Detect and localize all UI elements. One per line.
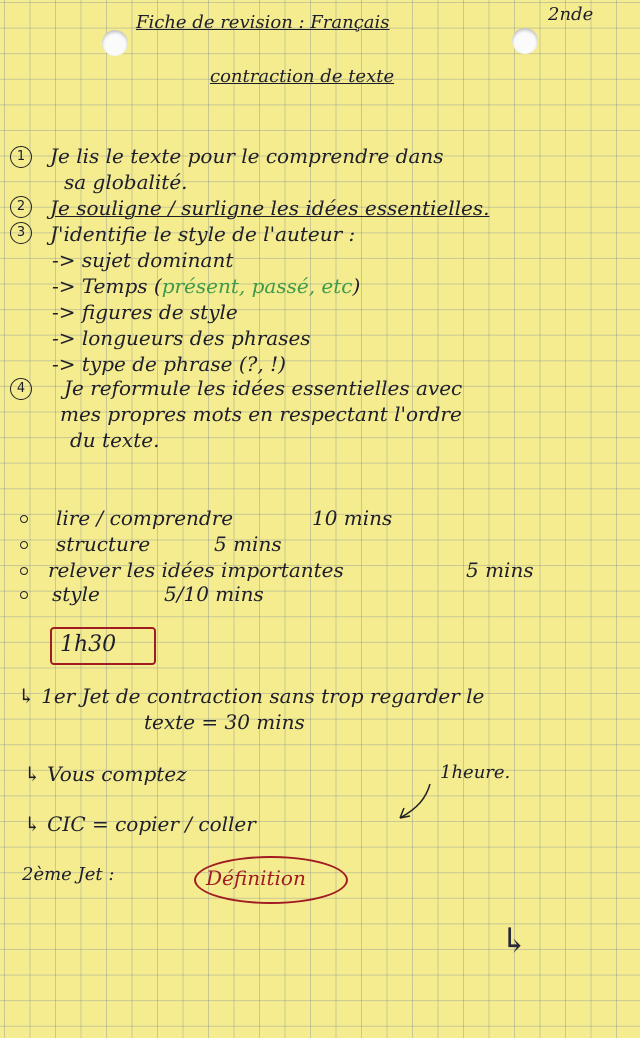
definition-word: Définition — [206, 866, 306, 890]
timing-label-2: structure — [56, 532, 151, 556]
punch-hole-right — [512, 28, 538, 54]
first-jet-line-1: ↳ 1er Jet de contraction sans trop regarder le — [18, 684, 485, 708]
bullet — [20, 515, 28, 523]
temps-prefix: -> Temps ( — [52, 274, 162, 298]
step-number-4: 4 — [10, 378, 32, 400]
total-time: 1h30 — [60, 632, 117, 657]
level-label: 2nde — [548, 4, 594, 25]
step-3-longueurs: -> longueurs des phrases — [52, 326, 311, 350]
une-heure-note: 1heure. — [440, 762, 511, 783]
step-4-line-2: mes propres mots en respectant l'ordre — [60, 402, 462, 426]
timing-label-1: lire / comprendre — [56, 506, 234, 530]
arrow-icon — [390, 780, 440, 830]
step-number-2: 2 — [10, 196, 32, 218]
step-3-line-1: J'identifie le style de l'auteur : — [50, 222, 356, 246]
step-1-line-1: Je lis le texte pour le comprendre dans — [50, 144, 444, 168]
timing-time-1: 10 mins — [312, 506, 393, 530]
punch-hole-left — [102, 30, 128, 56]
card-subtitle: contraction de texte — [210, 66, 395, 87]
step-4-line-1: Je reformule les idées essentielles avec — [64, 376, 463, 400]
bullet — [20, 541, 28, 549]
step-number-3: 3 — [10, 222, 32, 244]
step-3-figures: -> figures de style — [52, 300, 238, 324]
second-jet-label: 2ème Jet : — [22, 864, 115, 885]
timing-label-3: relever les idées importantes — [48, 558, 344, 582]
step-2-line-1: Je souligne / surligne les idées essentielles. — [50, 196, 490, 220]
timing-time-2: 5 mins — [214, 532, 282, 556]
step-4-line-3: du texte. — [70, 428, 160, 452]
timing-time-4: 5/10 mins — [164, 582, 264, 606]
bullet — [20, 591, 28, 599]
bullet — [20, 567, 28, 575]
step-3-type: -> type de phrase (?, !) — [52, 352, 286, 376]
step-3-sujet: -> sujet dominant — [52, 248, 234, 272]
cic-line: ↳ CIC = copier / coller — [24, 812, 256, 836]
vous-comptez: ↳ Vous comptez — [24, 762, 187, 786]
step-3-temps — [52, 276, 360, 296]
card-title: Fiche de revision : Français — [136, 12, 390, 33]
timing-time-3: 5 mins — [466, 558, 534, 582]
step-1-line-2: sa globalité. — [64, 170, 188, 194]
step-number-1: 1 — [10, 146, 32, 168]
temps-examples: présent, passé, etc — [161, 274, 353, 298]
temps-suffix: ) — [352, 274, 361, 298]
end-arrow: ↳ — [500, 921, 529, 961]
first-jet-line-2: texte = 30 mins — [144, 710, 305, 734]
timing-label-4: style — [52, 582, 100, 606]
